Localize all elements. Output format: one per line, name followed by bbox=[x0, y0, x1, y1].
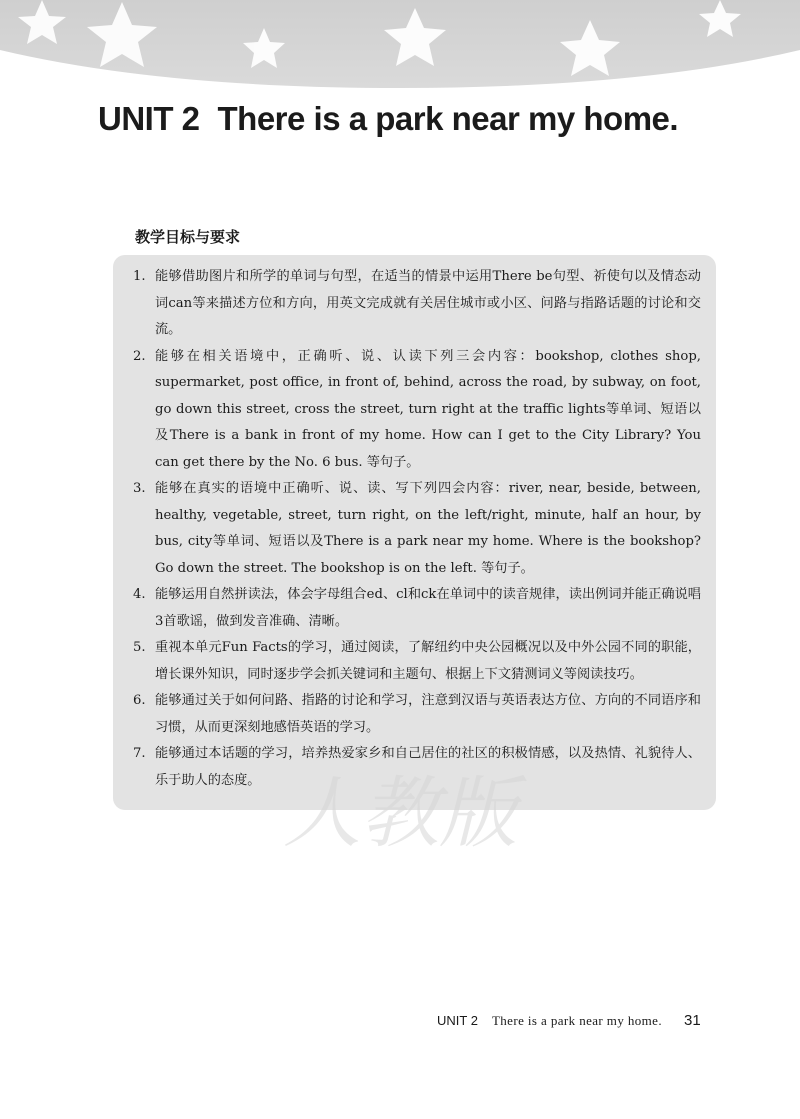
goal-text: 能够在真实的语境中正确听、说、读、写下列四会内容：river, near, beside, between, healthy, vegetable, street, turn right, on the left/right, minute, half an hour, by bus, city等单词、短语以及There is a park near my home. Where is the bookshop? Go down the street. The bookshop is on the left. 等句子。 bbox=[155, 481, 701, 576]
goal-text: 重视本单元Fun Facts的学习，通过阅读，了解纽约中央公园概况以及中外公园不同的职能，增长课外知识，同时逐步学会抓关键词和主题句、根据上下文猜测词义等阅读技巧。 bbox=[155, 640, 701, 682]
unit-label: UNIT 2 bbox=[98, 100, 200, 137]
goal-number: 1. bbox=[133, 269, 146, 284]
goal-text: 能够在相关语境中，正确听、说、认读下列三会内容：bookshop, clothes shop, supermarket, post office, in front of, behind, across the road, by subway, on foot, go down this street, cross the street, turn right at the traffic lights等单词、短语以及There is a bank in front of my home. How can I get to the City Library? You can get there by the No. 6 bus. 等句子。 bbox=[155, 348, 701, 470]
goal-text: 能够通过本话题的学习，培养热爱家乡和自己居住的社区的积极情感，以及热情、礼貌待人、乐于助人的态度。 bbox=[155, 746, 701, 788]
goal-number: 3. bbox=[133, 481, 146, 496]
star-banner bbox=[0, 0, 800, 90]
goal-item bbox=[133, 635, 701, 688]
goal-item bbox=[133, 688, 701, 741]
goal-item bbox=[133, 741, 701, 794]
footer-unit: UNIT 2 bbox=[437, 1013, 478, 1028]
unit-title-text: There is a park near my home. bbox=[217, 100, 679, 137]
goal-number: 4. bbox=[133, 587, 146, 602]
goal-item bbox=[133, 582, 701, 635]
goal-item bbox=[133, 344, 701, 477]
page-number: 31 bbox=[684, 1012, 701, 1029]
goal-item bbox=[133, 264, 701, 344]
page-title bbox=[98, 100, 678, 138]
goal-item bbox=[133, 476, 701, 582]
goal-text: 能够借助图片和所学的单词与句型，在适当的情景中运用There be句型、祈使句以及情态动词can等来描述方位和方向，用英文完成就有关居住城市或小区、问路与指路话题的讨论和交流。 bbox=[155, 269, 701, 337]
svg-text:人教版: 人教版 bbox=[282, 769, 518, 859]
goal-number: 5. bbox=[133, 640, 146, 655]
page-footer bbox=[437, 1012, 701, 1029]
goal-number: 6. bbox=[133, 693, 146, 708]
goal-number: 2. bbox=[133, 348, 146, 364]
goal-number: 7. bbox=[133, 746, 146, 761]
footer-title: There is a park near my home. bbox=[491, 1013, 663, 1028]
section-heading: 教学目标与要求 bbox=[135, 228, 241, 246]
goal-text: 能够通过关于如何问路、指路的讨论和学习，注意到汉语与英语表达方位、方向的不同语序和习惯，从而更深刻地感悟英语的学习。 bbox=[155, 693, 701, 735]
goal-list bbox=[133, 264, 701, 794]
goal-text: 能够运用自然拼读法，体会字母组合ed、cl和ck在单词中的读音规律，读出例词并能正确说唱3首歌谣，做到发音准确、清晰。 bbox=[155, 587, 701, 629]
